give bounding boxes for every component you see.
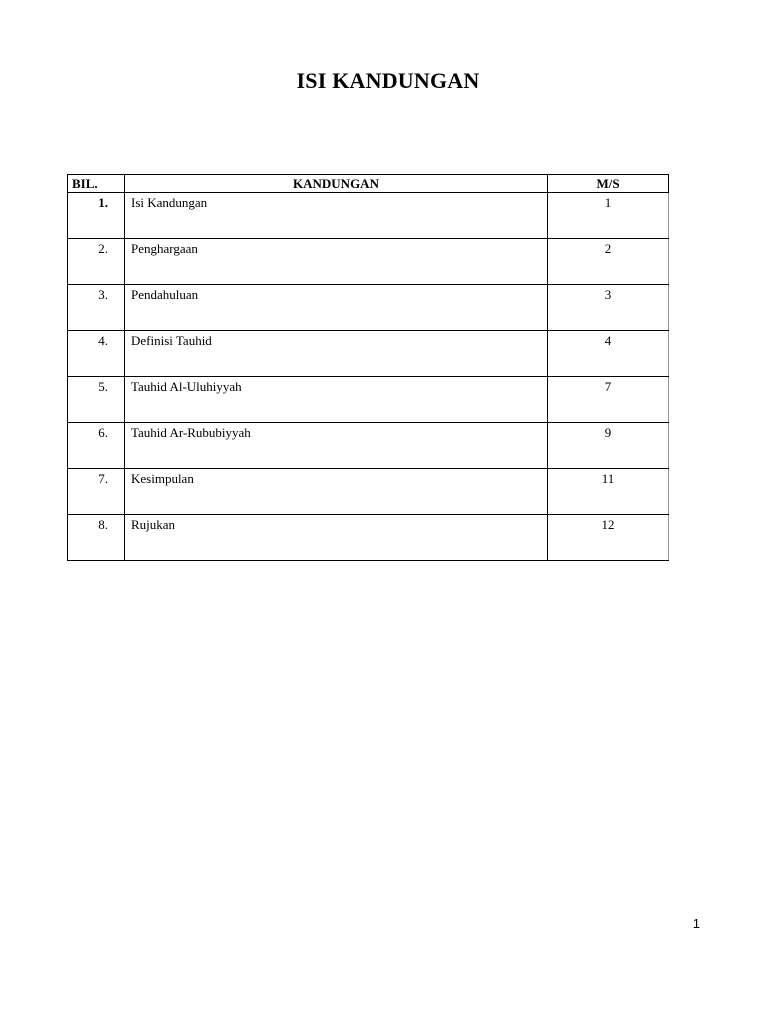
table-row [68, 377, 669, 423]
header-bil: BIL. [68, 175, 125, 193]
row-number: 2. [68, 239, 125, 285]
row-number: 1. [68, 193, 125, 239]
row-page: 7 [548, 377, 669, 423]
table-row [68, 469, 669, 515]
table-row [68, 239, 669, 285]
row-number: 7. [68, 469, 125, 515]
row-page: 3 [548, 285, 669, 331]
row-number: 3. [68, 285, 125, 331]
row-number: 5. [68, 377, 125, 423]
table-row [68, 193, 669, 239]
header-ms: M/S [548, 175, 669, 193]
table-header-row [68, 175, 669, 193]
row-page: 9 [548, 423, 669, 469]
row-content: Definisi Tauhid [125, 331, 548, 377]
row-content: Pendahuluan [125, 285, 548, 331]
table-row [68, 285, 669, 331]
row-content: Penghargaan [125, 239, 548, 285]
table-row [68, 515, 669, 561]
row-page: 1 [548, 193, 669, 239]
table-of-contents [67, 174, 669, 561]
row-content: Tauhid Ar-Rububiyyah [125, 423, 548, 469]
row-content: Isi Kandungan [125, 193, 548, 239]
row-content: Rujukan [125, 515, 548, 561]
row-page: 2 [548, 239, 669, 285]
row-content: Tauhid Al-Uluhiyyah [125, 377, 548, 423]
header-kandungan: KANDUNGAN [125, 175, 548, 193]
table-row [68, 423, 669, 469]
row-page: 4 [548, 331, 669, 377]
page-number: 1 [692, 916, 700, 931]
row-page: 12 [548, 515, 669, 561]
page-title: ISI KANDUNGAN [296, 68, 480, 93]
row-number: 4. [68, 331, 125, 377]
row-content: Kesimpulan [125, 469, 548, 515]
row-number: 8. [68, 515, 125, 561]
row-page: 11 [548, 469, 669, 515]
table-row [68, 331, 669, 377]
row-number: 6. [68, 423, 125, 469]
